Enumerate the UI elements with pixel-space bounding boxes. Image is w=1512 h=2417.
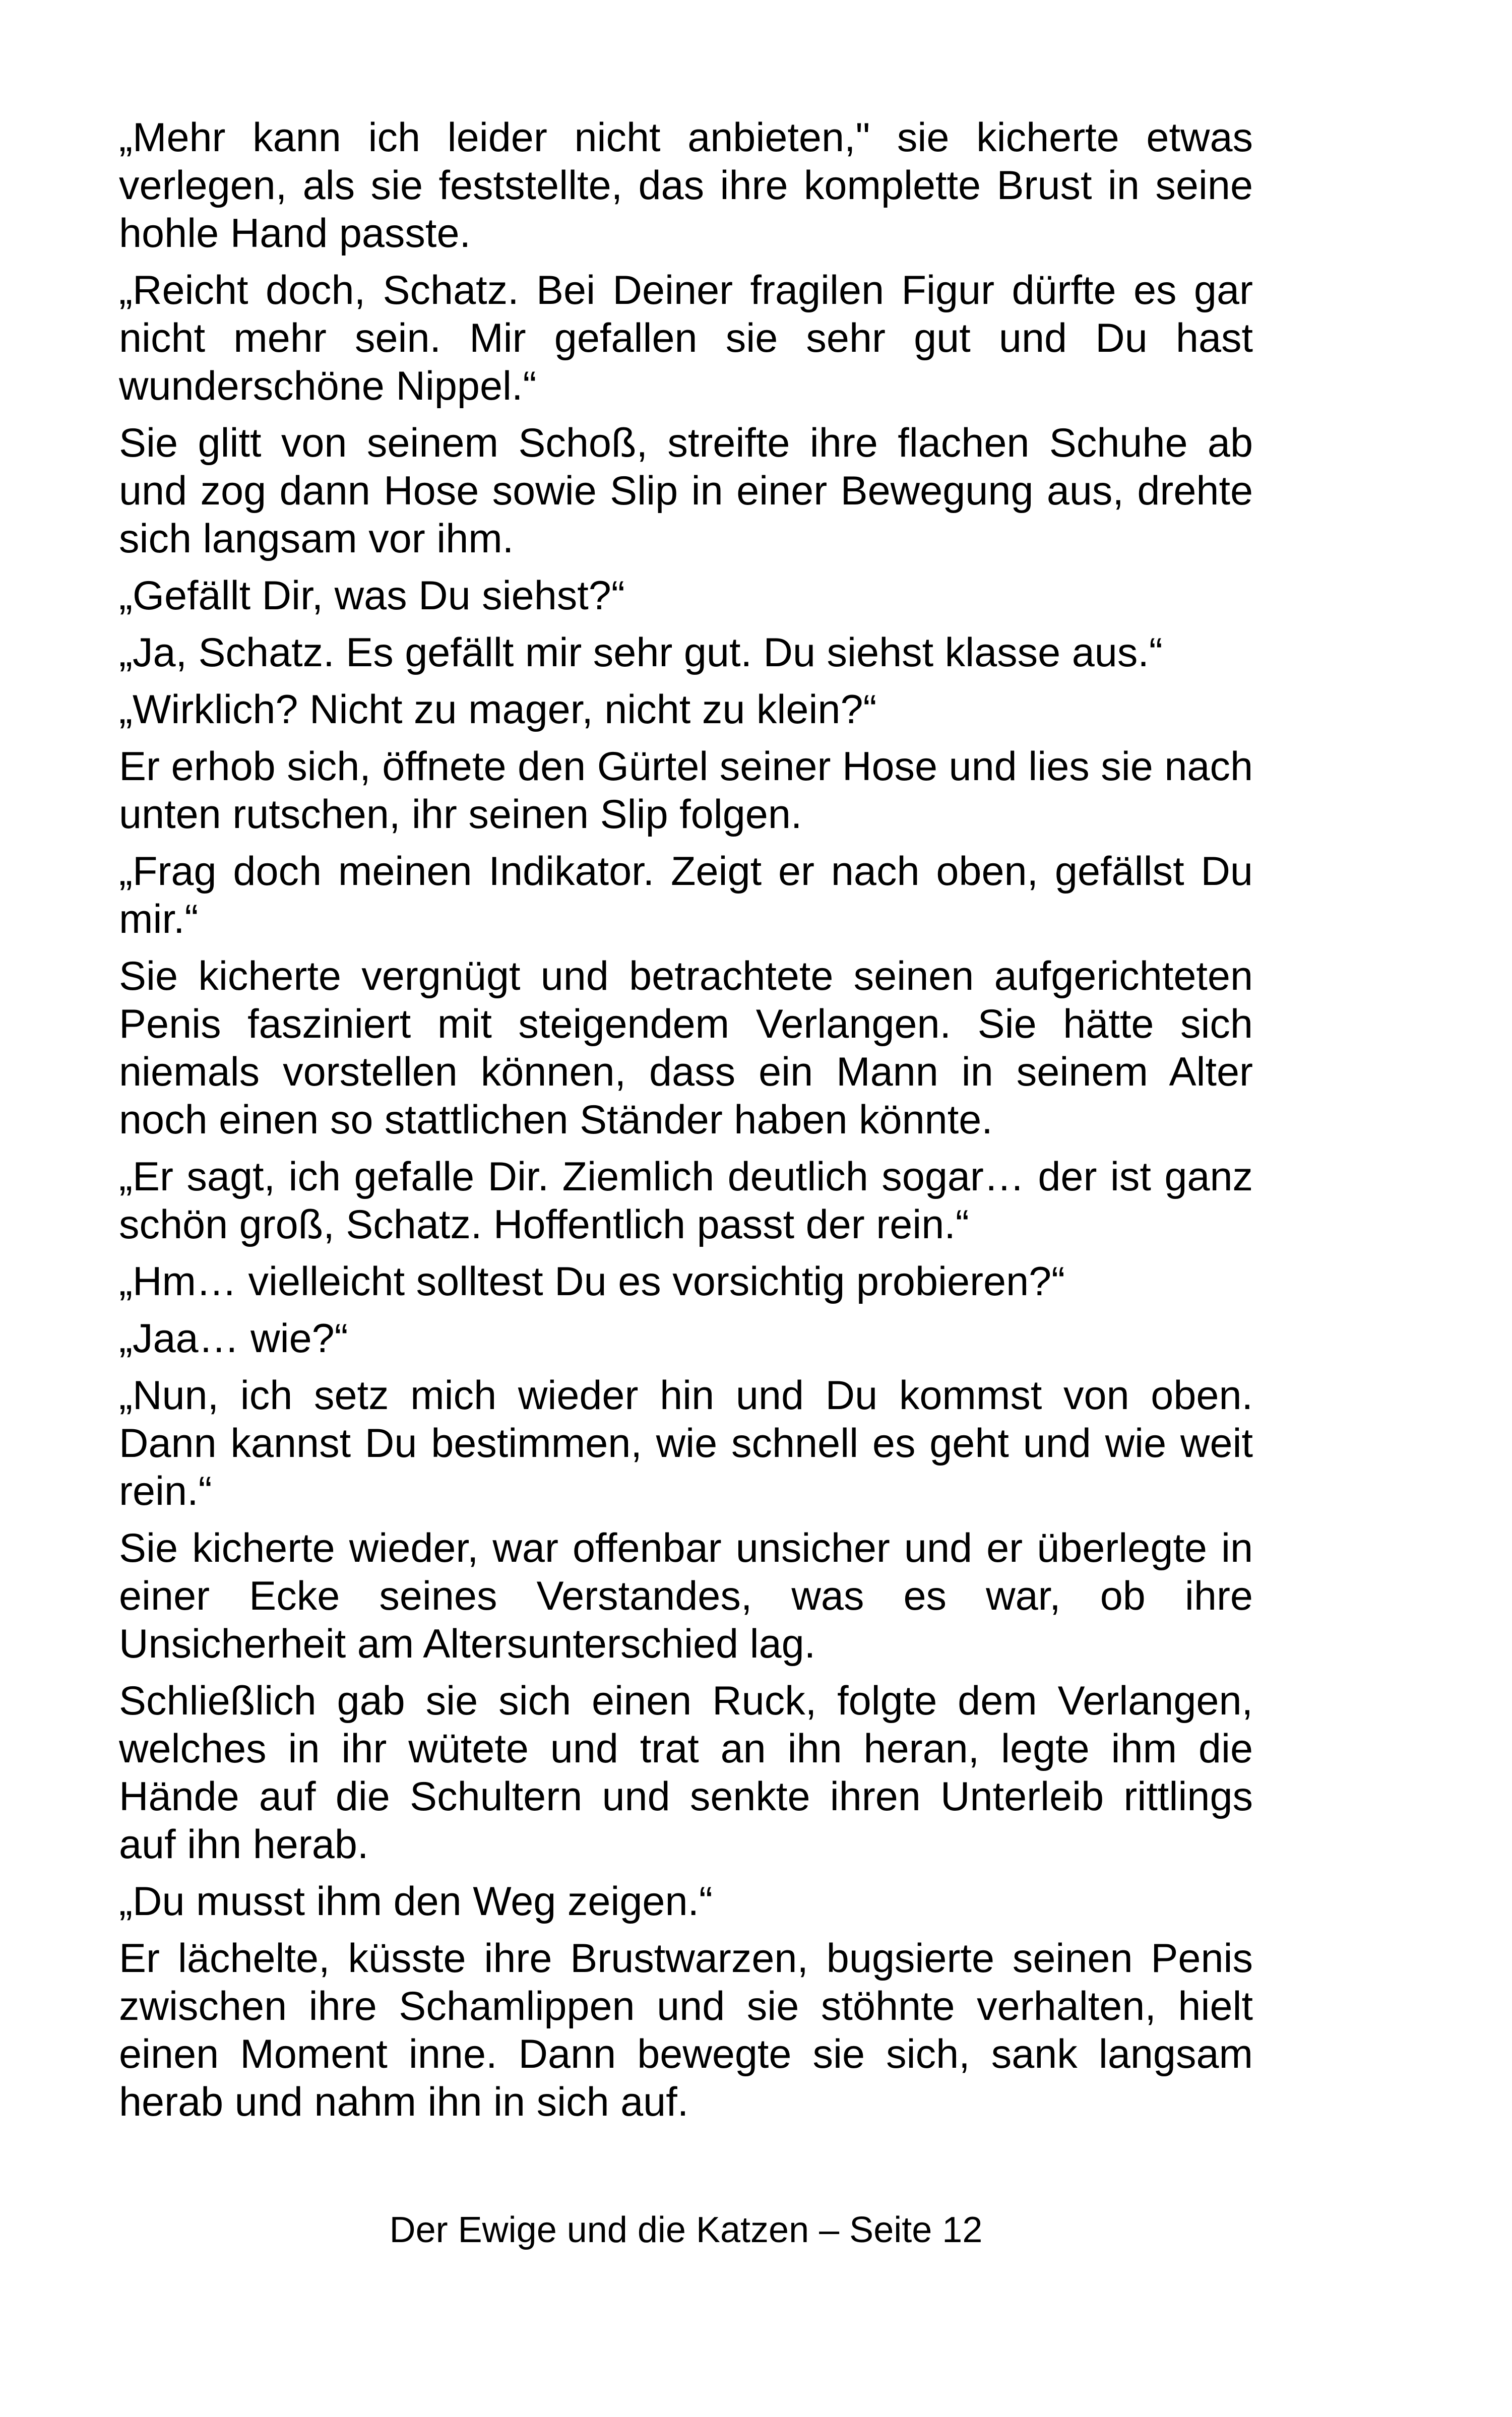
paragraph-7: Er erhob sich, öffnete den Gürtel seiner Hose und lies sie nach unten rutschen, ihr seinen Slip folgen. [119,744,1253,837]
paragraph-2: „Reicht doch, Schatz. Bei Deiner fragilen Figur dürfte es gar nicht mehr sein. Mir gefallen sie sehr gut und Du hast wunderschöne Nippel.“ [119,268,1253,409]
paragraph-9: Sie kicherte vergnügt und betrachtete seinen aufgerichteten Penis fasziniert mit steigendem Verlangen. Sie hätte sich niemals vorstellen können, dass ein Mann in seinem Alter noch einen so stattlichen Ständer haben könnte. [119,953,1253,1142]
body-text [119,114,1253,2135]
paragraph-10: „Er sagt, ich gefalle Dir. Ziemlich deutlich sogar… der ist ganz schön groß, Schatz. Hoffentlich passt der rein.“ [119,1154,1253,1247]
paragraph-16: „Du musst ihm den Weg zeigen.“ [119,1879,713,1924]
paragraph-6: „Wirklich? Nicht zu mager, nicht zu klein?“ [119,687,877,732]
paragraph-15: Schließlich gab sie sich einen Ruck, folgte dem Verlangen, welches in ihr wütete und trat an ihn heran, legte ihm die Hände auf die Schultern und senkte ihren Unterleib rittlings auf ihn herab. [119,1678,1253,1867]
paragraph-4: „Gefällt Dir, was Du siehst?“ [119,573,625,618]
paragraph-3: Sie glitt von seinem Schoß, streifte ihre flachen Schuhe ab und zog dann Hose sowie Slip in einer Bewegung aus, drehte sich langsam vor ihm. [119,420,1253,561]
paragraph-11: „Hm… vielleicht solltest Du es vorsichtig probieren?“ [119,1259,1065,1304]
paragraph-17: Er lächelte, küsste ihre Brustwarzen, bugsierte seinen Penis zwischen ihre Schamlippen und sie stöhnte verhalten, hielt einen Moment inne. Dann bewegte sie sich, sank langsam herab und nahm ihn in sich auf. [119,1936,1253,2125]
page-footer: Der Ewige und die Katzen – Seite 12 [389,2210,983,2250]
paragraph-14: Sie kicherte wieder, war offenbar unsicher und er überlegte in einer Ecke seines Verstandes, was es war, ob ihre Unsicherheit am Altersunterschied lag. [119,1525,1253,1667]
paragraph-12: „Jaa… wie?“ [119,1316,348,1361]
paragraph-13: „Nun, ich setz mich wieder hin und Du kommst von oben. Dann kannst Du bestimmen, wie schnell es geht und wie weit rein.“ [119,1373,1253,1514]
paragraph-8: „Frag doch meinen Indikator. Zeigt er nach oben, gefällst Du mir.“ [119,849,1253,942]
paragraph-5: „Ja, Schatz. Es gefällt mir sehr gut. Du siehst klasse aus.“ [119,630,1163,675]
paragraph-1: „Mehr kann ich leider nicht anbieten," sie kicherte etwas verlegen, als sie feststellte, das ihre komplette Brust in seine hohle Hand passte. [119,115,1253,256]
